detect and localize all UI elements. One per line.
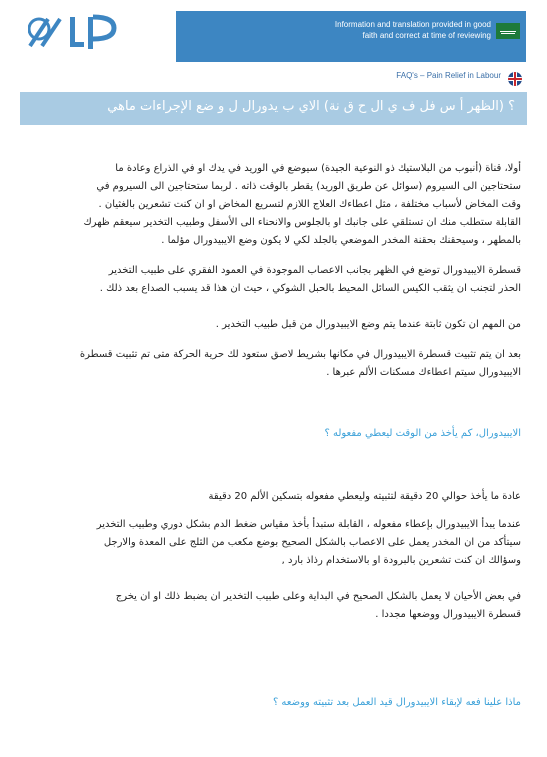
page-title: ؟ (الظهر أ س فل ف ي ال ح ق نة) الاي ب يدورال ل و ضع الإجراءات ماهي [107, 99, 515, 114]
text-line: وقت المخاض لأسباب مختلفة ، مثل اعطاءك العلاج اللازم لتسريع المخاض او ان كنت تشعرين بالغثيان . [98, 199, 521, 210]
uk-flag-icon[interactable] [508, 72, 522, 86]
text-line: من المهم ان تكون ثابتة عندما يتم وضع الايبيدورال من قبل طبيب التخدير . [215, 319, 521, 330]
paragraph-3 [216, 316, 521, 334]
text-line: سيتأكد من ان المخدر يعمل على الاعصاب بالشكل الصحيح بوضع مكعب من الثلج على المعدة والارجل [103, 537, 521, 548]
banner-line-2: faith and correct at time of reviewing [362, 31, 491, 40]
text-line: بعد ان يتم تثبيت قسطرة الايبيدورال في مكانها بشريط لاصق ستعود لك حرية الحركة متى تم تثبيت قسطرة [79, 349, 521, 360]
banner-text [176, 19, 491, 41]
header [0, 0, 547, 62]
text-line: قسطرة الايبيدورال توضع في الظهر بجانب الاعصاب الموجودة في العمود الفقري على طبيب التخدير [108, 265, 521, 276]
paragraph-6 [97, 516, 521, 570]
paragraph-5 [209, 488, 521, 506]
text-line: الايبيدورال سيتم اعطاءك مسكنات الألم عبرها . [326, 367, 521, 378]
banner-line-1: Information and translation provided in good [334, 20, 491, 29]
page-title-bar [20, 92, 527, 125]
paragraph-2 [100, 262, 521, 298]
paragraph-7 [116, 588, 521, 624]
text-line: قسطرة الايبيدورال ووضعها مجددا . [375, 609, 521, 620]
question-2[interactable]: ماذا علينا فعه لإبقاء الايبيدورال قيد العمل بعد تثبيته ووضعه ؟ [272, 697, 521, 708]
text-line: عندما يبدأ الايبيدورال بإعطاء مفعوله ، القابلة ستبدأ بأخذ مقياس ضغط الدم بشكل دوري وطبيب التخدير [96, 519, 521, 530]
text-line: عادة ما يأخذ حوالي 20 دقيقة لتثبيته وليعطي مفعوله بتسكين الألم 20 دقيقة [208, 491, 521, 502]
text-line: القابلة ستطلب منك ان تستلقي على جانبك او بالجلوس والانحناء الى الأسفل وطبيب التخدير سيعقم ظهرك [83, 217, 521, 228]
text-line: في بعض الأحيان لا يعمل بالشكل الصحيح في البداية وعلى طبيب التخدير ان يضبط ذلك او ان يخرج [115, 591, 521, 602]
text-line: وسؤالك ان كنت تشعرين بالبرودة او بالاستخدام رذاذ بارد , [281, 555, 521, 566]
lp-logo[interactable] [28, 14, 120, 52]
paragraph-1 [83, 160, 521, 250]
breadcrumb[interactable]: FAQ's – Pain Relief in Labour [396, 71, 501, 80]
text-line: الحذر لتجنب ان يثقب الكيس السائل المحيط بالحبل الشوكي ، حيث ان هذا قد يسبب الصداع بعد ذلك . [99, 283, 521, 294]
text-line: ستحتاجين الى السيروم (سوائل عن طريق الوريد) يقطر بالوقت ذاته . لربما ستحتاجين الى السيروم في [96, 181, 521, 192]
question-1[interactable]: الايبيدورال، كم يأخذ من الوقت ليعطي مفعوله ؟ [324, 428, 521, 439]
saudi-flag-icon[interactable] [496, 23, 520, 39]
text-line: أولا، قناة (أنبوب من البلاستيك ذو النوعية الجيدة) سيوضع في الوريد في يدك او في الذراع وعادة ما [115, 163, 521, 174]
header-banner [176, 11, 526, 62]
paragraph-4 [80, 346, 521, 382]
text-line: بالمطهر ، وسيحقنك بحقنة المخدر الموضعي بالجلد لكي لا يكون وضع الايبيدورال مؤلما . [161, 235, 521, 246]
